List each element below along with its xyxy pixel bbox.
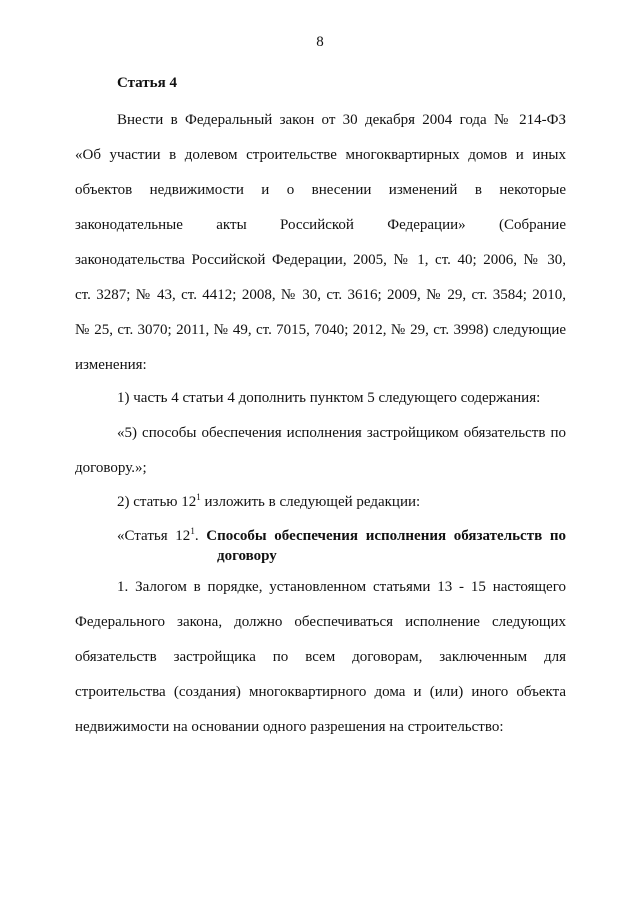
paragraph-line: договору.»; — [75, 460, 147, 476]
paragraph-line: законодательства Российской Федерации, 2005, № 1, ст. 40; 2006, № 30, — [75, 252, 566, 268]
paragraph-line: 1. Залогом в порядке, установленном статьями 13 - 15 настоящего — [117, 579, 566, 595]
paragraph-line: объектов недвижимости и о внесении изменений в некоторые — [75, 182, 566, 198]
heading-line: договору — [217, 548, 277, 564]
item-1-paragraph — [75, 388, 566, 423]
article-dot: . — [194, 528, 199, 544]
item-2-paragraph — [75, 492, 566, 527]
paragraph-line: № 25, ст. 3070; 2011, № 49, ст. 7015, 7040; 2012, № 29, ст. 3998) следующие — [75, 322, 566, 338]
page-number: 8 — [316, 34, 324, 50]
superscript-number: 1 — [196, 492, 201, 502]
paragraph-line: недвижимости на основании одного разрешения на строительство: — [75, 719, 504, 735]
paragraph-line: «Об участии в долевом строительстве многоквартирных домов и иных — [75, 147, 566, 163]
paragraph-line: ст. 3287; № 43, ст. 4412; 2008, № 30, ст. 3616; 2009, № 29, ст. 3584; 2010, — [75, 287, 566, 303]
paragraph-line: Федерального закона, должно обеспечиваться исполнение следующих — [75, 614, 566, 630]
item-1-quote — [75, 423, 566, 493]
item-2-text-start: 2) статью 12 — [117, 494, 197, 510]
intro-paragraph — [75, 110, 566, 390]
new-article-heading — [117, 526, 566, 566]
paragraph-line: законодательные акты Российской Федерации» (Собрание — [75, 217, 566, 233]
paragraph-line: Внести в Федеральный закон от 30 декабря 2004 года № 214-ФЗ — [117, 112, 566, 128]
superscript-number: 1 — [190, 526, 195, 536]
article-prefix: «Статья 12 — [117, 528, 191, 544]
paragraph-line: 1) часть 4 статьи 4 дополнить пунктом 5 следующего содержания: — [117, 390, 541, 406]
paragraph-line: строительства (создания) многоквартирного дома и (или) иного объекта — [75, 684, 566, 700]
item-2-text-end: изложить в следующей редакции: — [200, 494, 421, 510]
heading-line — [117, 526, 566, 546]
paragraph-line: обязательств застройщика по всем договорам, заключенным для — [75, 649, 566, 665]
paragraph-line: «5) способы обеспечения исполнения застройщиком обязательств по — [117, 425, 566, 441]
point-1-paragraph — [75, 577, 566, 752]
paragraph-line: изменения: — [75, 357, 147, 373]
article-heading: Статья 4 — [117, 75, 177, 91]
article-title: Способы обеспечения исполнения обязательств по — [206, 528, 567, 544]
paragraph-line — [75, 492, 566, 527]
